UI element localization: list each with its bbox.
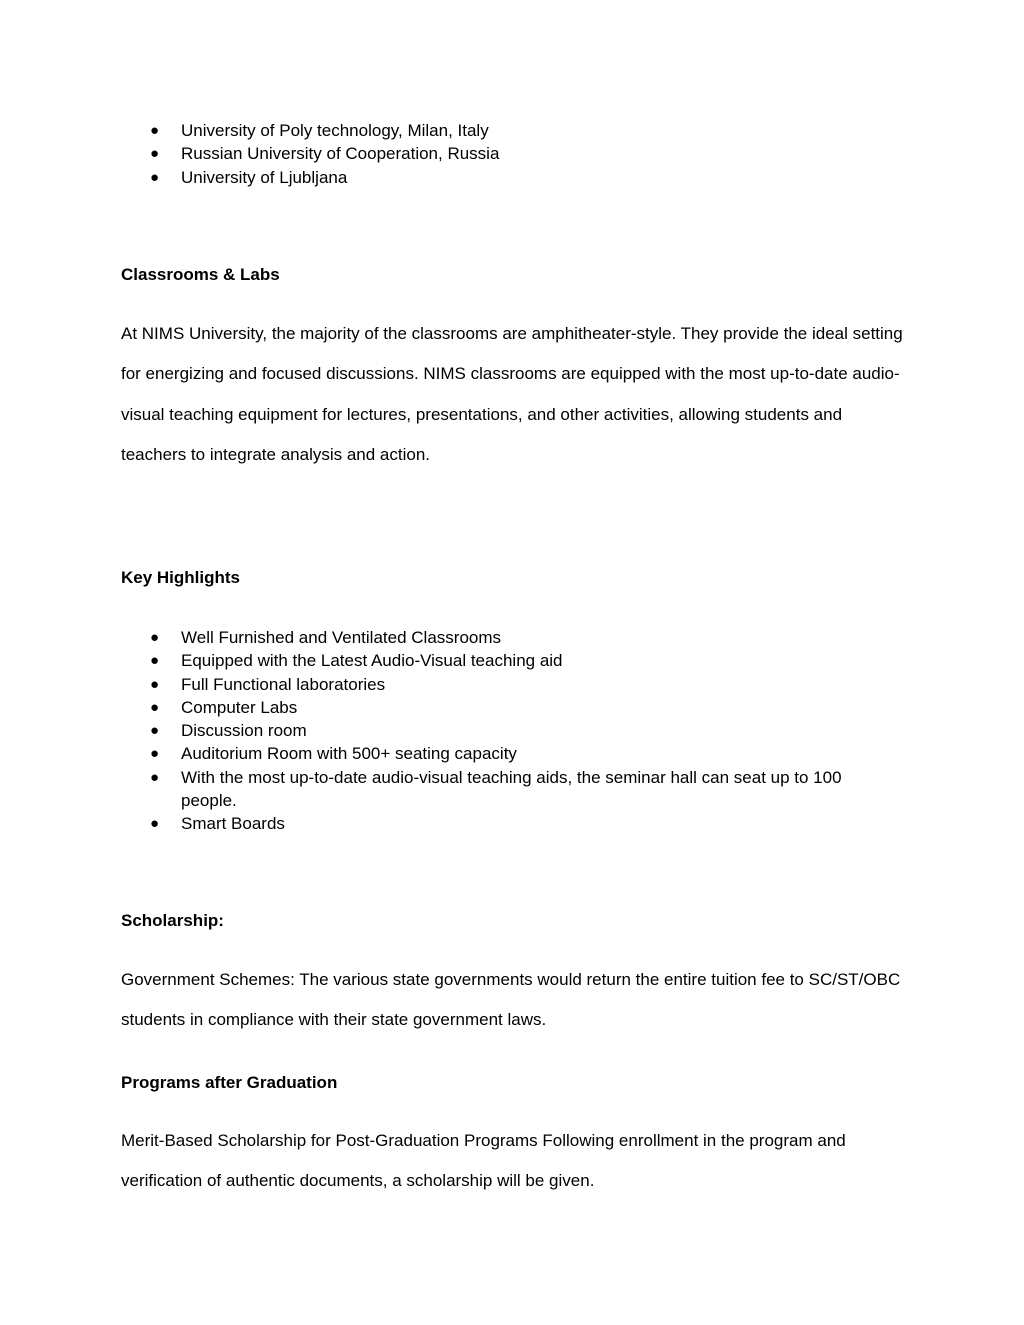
list-item: ● Discussion room — [121, 719, 901, 742]
list-item: ● Equipped with the Latest Audio-Visual teaching aid — [121, 649, 901, 672]
highlights-heading: Key Highlights — [121, 568, 241, 587]
list-item: ● With the most up-to-date audio-visual teaching aids, the seminar hall can seat up to 100 people. — [121, 766, 901, 813]
classrooms-heading: Classrooms & Labs — [121, 265, 280, 284]
list-item: ● University of Ljubljana — [121, 166, 901, 189]
list-item: ● Auditorium Room with 500+ seating capacity — [121, 742, 901, 765]
list-item: ● Well Furnished and Ventilated Classrooms — [121, 626, 901, 649]
university-list — [121, 119, 901, 189]
list-item: ● Smart Boards — [121, 812, 901, 835]
list-item: ● Full Functional laboratories — [121, 673, 901, 696]
highlights-list — [121, 626, 901, 836]
scholarship-paragraph: Government Schemes: The various state governments would return the entire tuition fee to SC/ST/OBC students in compliance with their state government laws. — [121, 970, 901, 1030]
graduation-heading: Programs after Graduation — [121, 1073, 338, 1092]
scholarship-heading: Scholarship: — [121, 911, 224, 930]
list-item: ● Russian University of Cooperation, Russia — [121, 142, 901, 165]
classrooms-paragraph: At NIMS University, the majority of the classrooms are amphitheater-style. They provide the ideal setting for energizing and focused discussions. NIMS classrooms are equipped with the most up-to-date audio-visual teaching equipment for lectures, presentations, and other activities, allowing students and teachers to integrate analysis and action. — [121, 324, 903, 464]
list-item: ● University of Poly technology, Milan, Italy — [121, 119, 901, 142]
list-item: ● Computer Labs — [121, 696, 901, 719]
graduation-paragraph: Merit-Based Scholarship for Post-Graduation Programs Following enrollment in the program and verification of authentic documents, a scholarship will be given. — [121, 1131, 846, 1191]
